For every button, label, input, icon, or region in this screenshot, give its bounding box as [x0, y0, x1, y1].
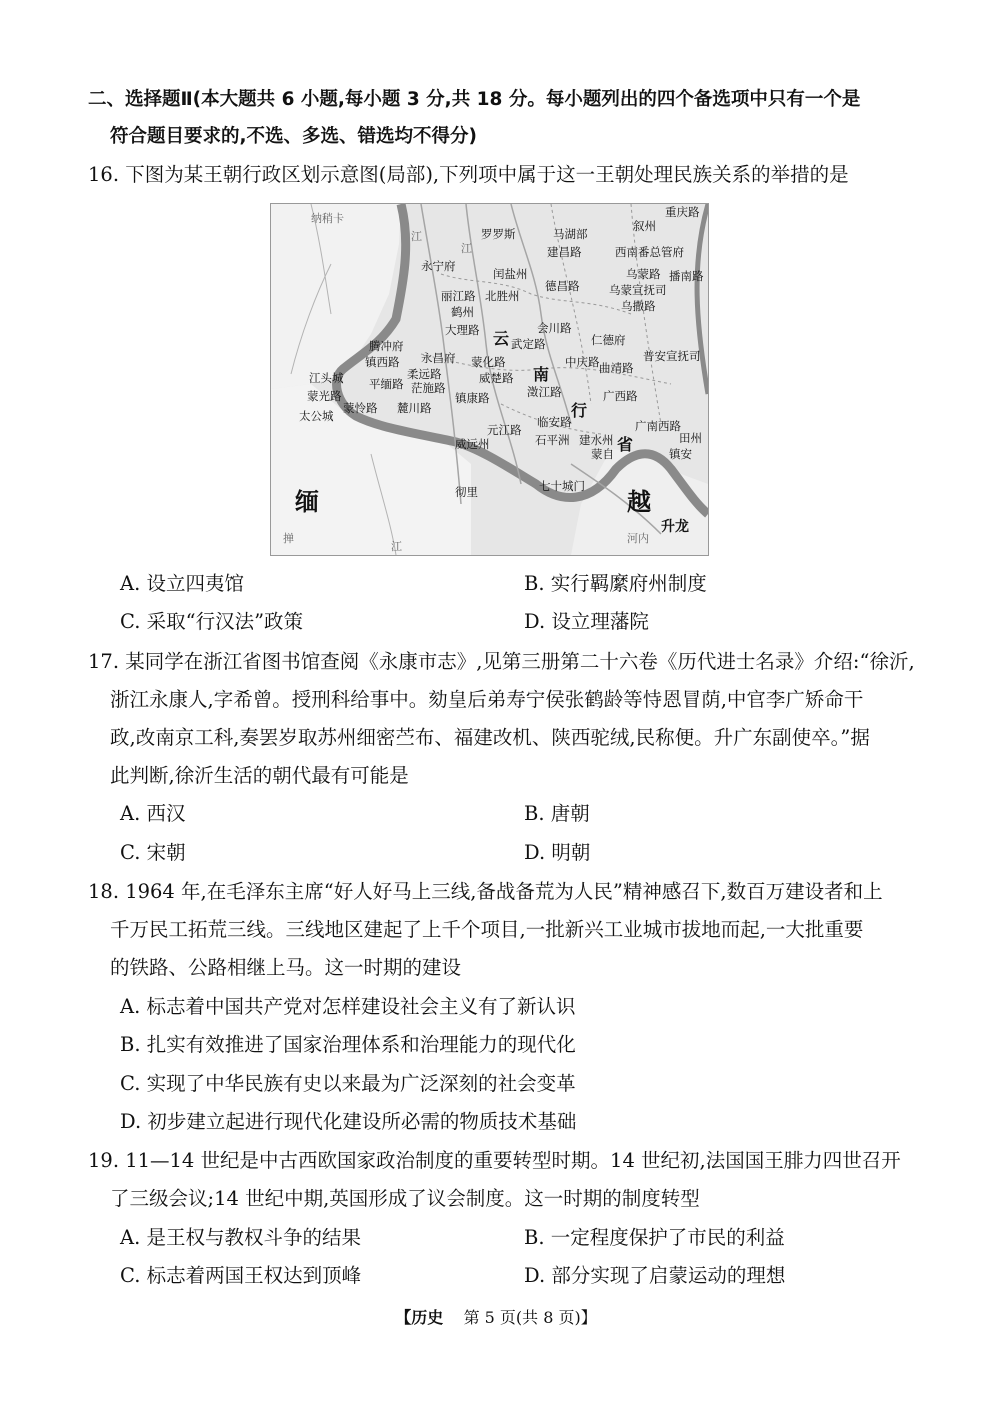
q16-option-a: A. 设立四夷馆 [120, 572, 244, 595]
section-header-line1: 二、选择题Ⅱ(本大题共 6 小题,每小题 3 分,共 18 分。每小题列出的四个备选项中只有一个是 [88, 89, 861, 110]
map-place: 威远州 [455, 437, 490, 451]
map-place: 北胜州 [485, 289, 520, 303]
section-header-line2: 符合题目要求的,不选、多选、错选均不得分) [110, 126, 477, 147]
map-place: 七十城门 [539, 479, 585, 493]
map-place: 永昌府 [421, 351, 456, 365]
map-place: 蒙自 [591, 447, 614, 461]
map-place: 临安路 [537, 415, 572, 429]
map-place: 掸 [283, 532, 294, 545]
q19-stem-line1: 19. 11—14 世纪是中古西欧国家政治制度的重要转型时期。14 世纪初,法国国王腓力四世召开 [88, 1149, 901, 1172]
map-place: 元江路 [487, 423, 522, 437]
map-label-vietnam: 越 [627, 488, 651, 516]
q19-option-b: B. 一定程度保护了市民的利益 [524, 1226, 785, 1249]
q17-stem-line3: 政,改南京工科,奏罢岁取苏州细密苎布、福建改机、陕西驼绒,民称便。升广东副使卒。”据 [110, 726, 870, 749]
map-place: 叙州 [633, 219, 656, 233]
footer-page: 第 5 页(共 8 页)】 [463, 1308, 597, 1327]
map-place: 乌蒙宣抚司 [609, 283, 667, 297]
map-place: 会川路 [537, 321, 572, 335]
map-place: 纳稍卡 [311, 212, 344, 225]
map-place: 蒙怜路 [343, 401, 378, 415]
map-place: 太公城 [299, 409, 334, 423]
map-place: 镇西路 [365, 355, 400, 369]
map-place: 麓川路 [397, 401, 432, 415]
q18-stem-line3: 的铁路、公路相继上马。这一时期的建设 [110, 956, 462, 979]
map-place: 马湖部 [553, 227, 588, 241]
q18-option-b: B. 扎实有效推进了国家治理体系和治理能力的现代化 [120, 1033, 576, 1056]
q16-option-b: B. 实行羁縻府州制度 [524, 572, 707, 595]
map-label-xing: 行 [571, 401, 588, 420]
q16-option-d: D. 设立理藩院 [524, 610, 649, 633]
map-label-shenglong: 升龙 [661, 519, 689, 535]
map-label-burma: 缅 [295, 488, 319, 516]
map-place: 石平洲 [535, 433, 570, 447]
map-place: 澂江路 [527, 385, 562, 399]
map-river: 江 [461, 242, 472, 255]
q16-option-c: C. 采取“行汉法”政策 [120, 610, 304, 633]
q17-option-a: A. 西汉 [120, 802, 186, 825]
map-place: 威楚路 [479, 371, 514, 385]
map-place: 鹤州 [451, 305, 474, 319]
map-place: 重庆路 [665, 205, 700, 219]
map-label-yun: 云 [493, 329, 510, 348]
map-place: 腾冲府 [369, 339, 404, 353]
map-place: 武定路 [511, 337, 546, 351]
map-place: 蒙光路 [307, 389, 342, 403]
q17-option-d: D. 明朝 [524, 841, 591, 864]
map-place: 永宁府 [421, 259, 456, 273]
map-place: 播南路 [669, 269, 704, 283]
map-place: 罗罗斯 [481, 227, 516, 241]
map-place: 河内 [627, 532, 649, 545]
map-figure [270, 203, 709, 556]
q16-stem: 16. 下图为某王朝行政区划示意图(局部),下列项中属于这一王朝处理民族关系的举措的是 [88, 163, 849, 186]
q18-stem-line2: 千万民工拓荒三线。三线地区建起了上千个项目,一批新兴工业城市拔地而起,一大批重要 [110, 918, 864, 941]
q17-stem-line1: 17. 某同学在浙江省图书馆查阅《永康市志》,见第三册第二十六卷《历代进士名录》介绍:“徐沂, [88, 650, 915, 673]
map-place: 闰盐州 [493, 267, 528, 281]
map-river: 江 [411, 230, 422, 243]
map-place: 仁德府 [591, 333, 626, 347]
map-place: 建昌路 [547, 245, 582, 259]
map-label-nan: 南 [533, 365, 550, 384]
q18-stem-line1: 18. 1964 年,在毛泽东主席“好人好马上三线,备战备荒为人民”精神感召下,数百万建设者和上 [88, 880, 883, 903]
map-place: 镇安 [669, 447, 692, 461]
map-place: 柔远路 [407, 367, 442, 381]
map-label-sheng: 省 [617, 435, 634, 454]
page-footer [0, 1305, 992, 1328]
map-place: 中庆路 [565, 355, 600, 369]
map-place: 田州 [679, 431, 702, 445]
footer-subject: 【历史 [395, 1308, 444, 1327]
q17-stem-line2: 浙江永康人,字希曾。授刑科给事中。劾皇后弟寿宁侯张鹤龄等恃恩冒荫,中官李广矫命干 [110, 688, 864, 711]
map-place: 茫施路 [411, 381, 446, 395]
map-place: 江头城 [309, 371, 344, 385]
map-place: 乌撒路 [621, 299, 656, 313]
map-place: 蒙化路 [471, 355, 506, 369]
map-place: 西南番总管府 [615, 245, 684, 259]
q19-option-a: A. 是王权与教权斗争的结果 [120, 1226, 361, 1249]
map-river: 江 [391, 540, 402, 553]
map-place: 德昌路 [545, 279, 580, 293]
map-place: 建水州 [579, 433, 614, 447]
q17-stem-line4: 此判断,徐沂生活的朝代最有可能是 [110, 764, 409, 787]
map-place: 丽江路 [441, 289, 476, 303]
map-place: 镇康路 [455, 391, 490, 405]
q19-option-d: D. 部分实现了启蒙运动的理想 [524, 1264, 786, 1287]
q19-stem-line2: 了三级会议;14 世纪中期,英国形成了议会制度。这一时期的制度转型 [110, 1187, 700, 1210]
q18-option-c: C. 实现了中华民族有史以来最为广泛深刻的社会变革 [120, 1072, 576, 1095]
map-place: 乌蒙路 [626, 267, 661, 281]
map-place: 大理路 [445, 323, 480, 337]
map-place: 曲靖路 [599, 361, 634, 375]
map-place: 平缅路 [369, 377, 404, 391]
map-place: 彻里 [455, 485, 478, 499]
q17-option-c: C. 宋朝 [120, 841, 186, 864]
map-place: 广西路 [603, 389, 638, 403]
q18-option-a: A. 标志着中国共产党对怎样建设社会主义有了新认识 [120, 995, 576, 1018]
map-place: 普安宣抚司 [643, 349, 701, 363]
map-place: 广南西路 [635, 419, 681, 433]
q18-option-d: D. 初步建立起进行现代化建设所必需的物质技术基础 [120, 1110, 577, 1133]
q19-option-c: C. 标志着两国王权达到顶峰 [120, 1264, 362, 1287]
q17-option-b: B. 唐朝 [524, 802, 590, 825]
